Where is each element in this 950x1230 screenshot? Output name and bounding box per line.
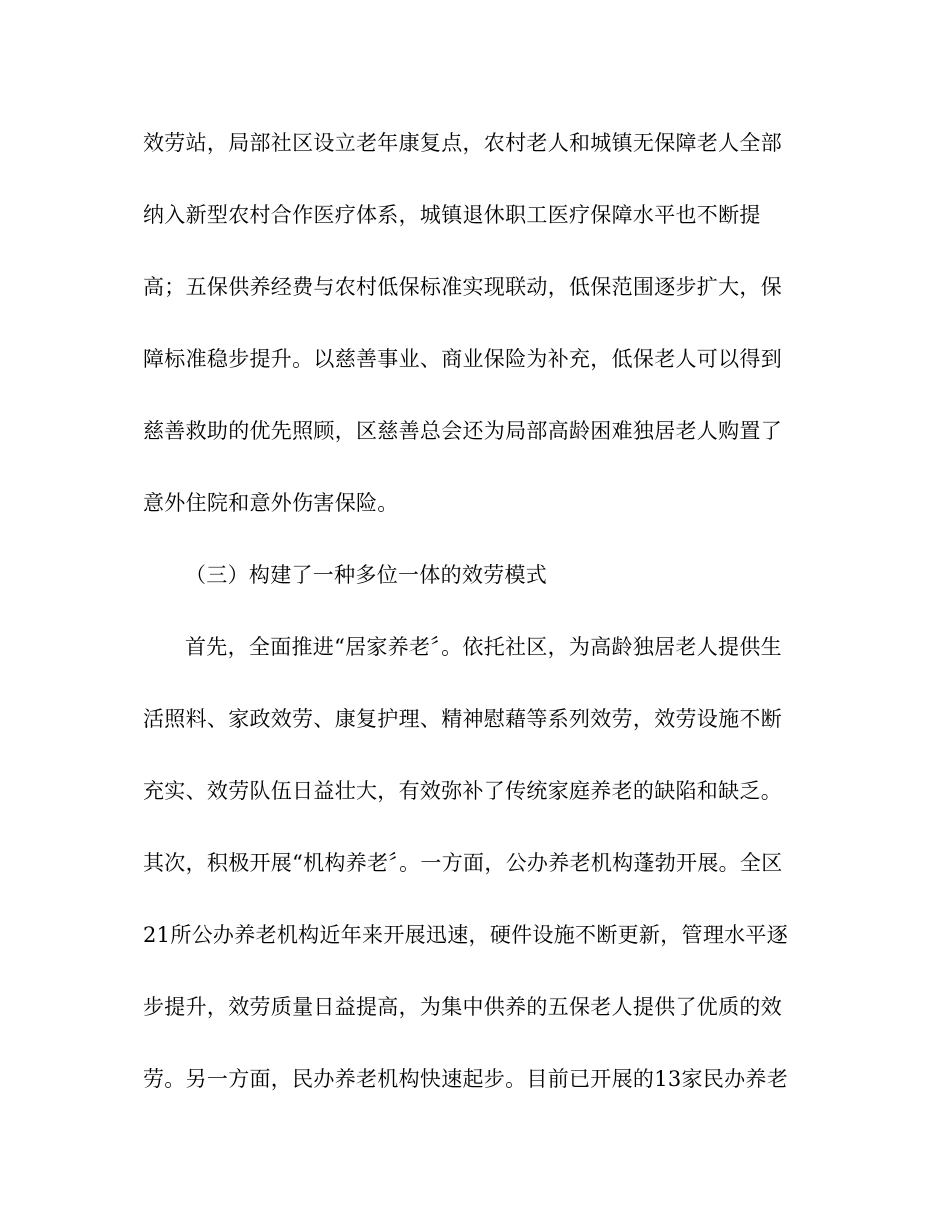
text-line: 障标准稳步提升。以慈善事业、商业保险为补充，低保老人可以得到 (143, 347, 782, 371)
text-line: 首先，全面推进“居家养老〞。依托社区，为高龄独居老人提供生 (185, 635, 782, 659)
section-heading: （三）构建了一种多位一体的效劳模式 (185, 563, 548, 587)
text-line: 效劳站，局部社区设立老年康复点，农村老人和城镇无保障老人全部 (143, 131, 782, 155)
text-line: 意外住院和意外伤害保险。 (143, 491, 399, 515)
text-line: 慈善救助的优先照顾，区慈善总会还为局部高龄困难独居老人购置了 (143, 419, 782, 443)
text-line: 活照料、家政效劳、康复护理、精神慰藉等系列效劳，效劳设施不断 (143, 707, 782, 731)
text-line: 步提升，效劳质量日益提高，为集中供养的五保老人提供了优质的效 (143, 995, 782, 1019)
text-line: 其次，积极开展“机构养老〞。一方面，公办养老机构蓬勃开展。全区 (143, 851, 783, 875)
text-line: 充实、效劳队伍日益壮大，有效弥补了传统家庭养老的缺陷和缺乏。 (143, 779, 782, 803)
text-line: 21所公办养老机构近年来开展迅速，硬件设施不断更新，管理水平逐 (143, 923, 789, 947)
text-line: 高；五保供养经费与农村低保标准实现联动，低保范围逐步扩大，保 (143, 275, 782, 299)
text-line: 劳。另一方面，民办养老机构快速起步。目前已开展的13家民办养老 (143, 1067, 789, 1091)
text-line: 纳入新型农村合作医疗体系，城镇退休职工医疗保障水平也不断提 (143, 203, 761, 227)
